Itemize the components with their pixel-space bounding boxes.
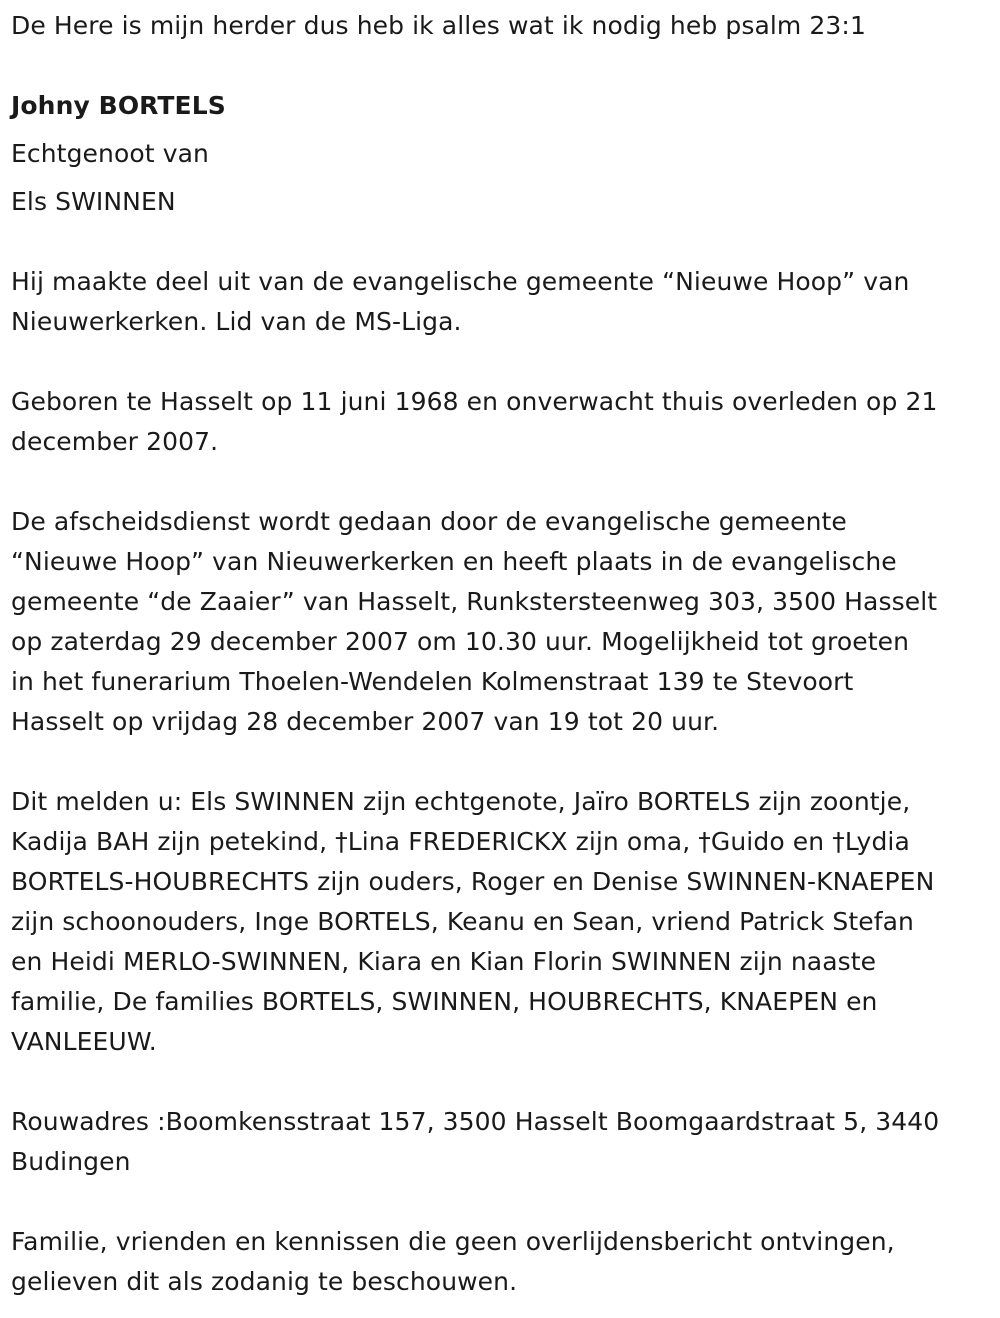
closing-note-paragraph — [11, 1222, 986, 1302]
birth-death-paragraph — [11, 382, 986, 462]
service-paragraph — [11, 502, 986, 742]
paragraph-line: gemeente “de Zaaier” van Hasselt, Runkstersteenweg 303, 3500 Hasselt — [11, 587, 938, 616]
paragraph-line: Nieuwerkerken. Lid van de MS-Liga. — [11, 307, 462, 336]
paragraph-line: Hasselt op vrijdag 28 december 2007 van 19 tot 20 uur. — [11, 707, 720, 736]
paragraph-line: Rouwadres :Boomkensstraat 157, 3500 Hasselt Boomgaardstraat 5, 3440 — [11, 1107, 940, 1136]
paragraph-line: en Heidi MERLO-SWINNEN, Kiara en Kian Florin SWINNEN zijn naaste — [11, 947, 877, 976]
paragraph-line: december 2007. — [11, 427, 219, 456]
paragraph-line: in het funerarium Thoelen-Wendelen Kolmenstraat 139 te Stevoort — [11, 667, 854, 696]
paragraph-line: Budingen — [11, 1147, 131, 1176]
paragraph-line: Hij maakte deel uit van de evangelische gemeente “Nieuwe Hoop” van — [11, 267, 910, 296]
bible-verse: De Here is mijn herder dus heb ik alles wat ik nodig heb psalm 23:1 — [11, 11, 866, 40]
paragraph-line: Geboren te Hasselt op 11 juni 1968 en onverwacht thuis overleden op 21 — [11, 387, 938, 416]
deceased-name: Johny BORTELS — [11, 91, 226, 120]
paragraph-line: Kadija BAH zijn petekind, †Lina FREDERICKX zijn oma, †Guido en †Lydia — [11, 827, 910, 856]
paragraph-line: gelieven dit als zodanig te beschouwen. — [11, 1267, 518, 1296]
relation-label: Echtgenoot van — [11, 139, 209, 168]
mourning-address-paragraph — [11, 1102, 986, 1182]
paragraph-line: op zaterdag 29 december 2007 om 10.30 uur. Mogelijkheid tot groeten — [11, 627, 910, 656]
paragraph-line: familie, De families BORTELS, SWINNEN, HOUBRECHTS, KNAEPEN en — [11, 987, 878, 1016]
family-paragraph — [11, 782, 986, 1062]
paragraph-line: Familie, vrienden en kennissen die geen overlijdensbericht ontvingen, — [11, 1227, 895, 1256]
paragraph-line: zijn schoonouders, Inge BORTELS, Keanu en Sean, vriend Patrick Stefan — [11, 907, 914, 936]
paragraph-line: Dit melden u: Els SWINNEN zijn echtgenote, Jaïro BORTELS zijn zoontje, — [11, 787, 911, 816]
paragraph-line: De afscheidsdienst wordt gedaan door de evangelische gemeente — [11, 507, 847, 536]
paragraph-line: VANLEEUW. — [11, 1027, 157, 1056]
paragraph-line: “Nieuwe Hoop” van Nieuwerkerken en heeft plaats in de evangelische — [11, 547, 897, 576]
paragraph-line: BORTELS-HOUBRECHTS zijn ouders, Roger en Denise SWINNEN-KNAEPEN — [11, 867, 935, 896]
spouse-name: Els SWINNEN — [11, 187, 176, 216]
church-paragraph — [11, 262, 986, 342]
